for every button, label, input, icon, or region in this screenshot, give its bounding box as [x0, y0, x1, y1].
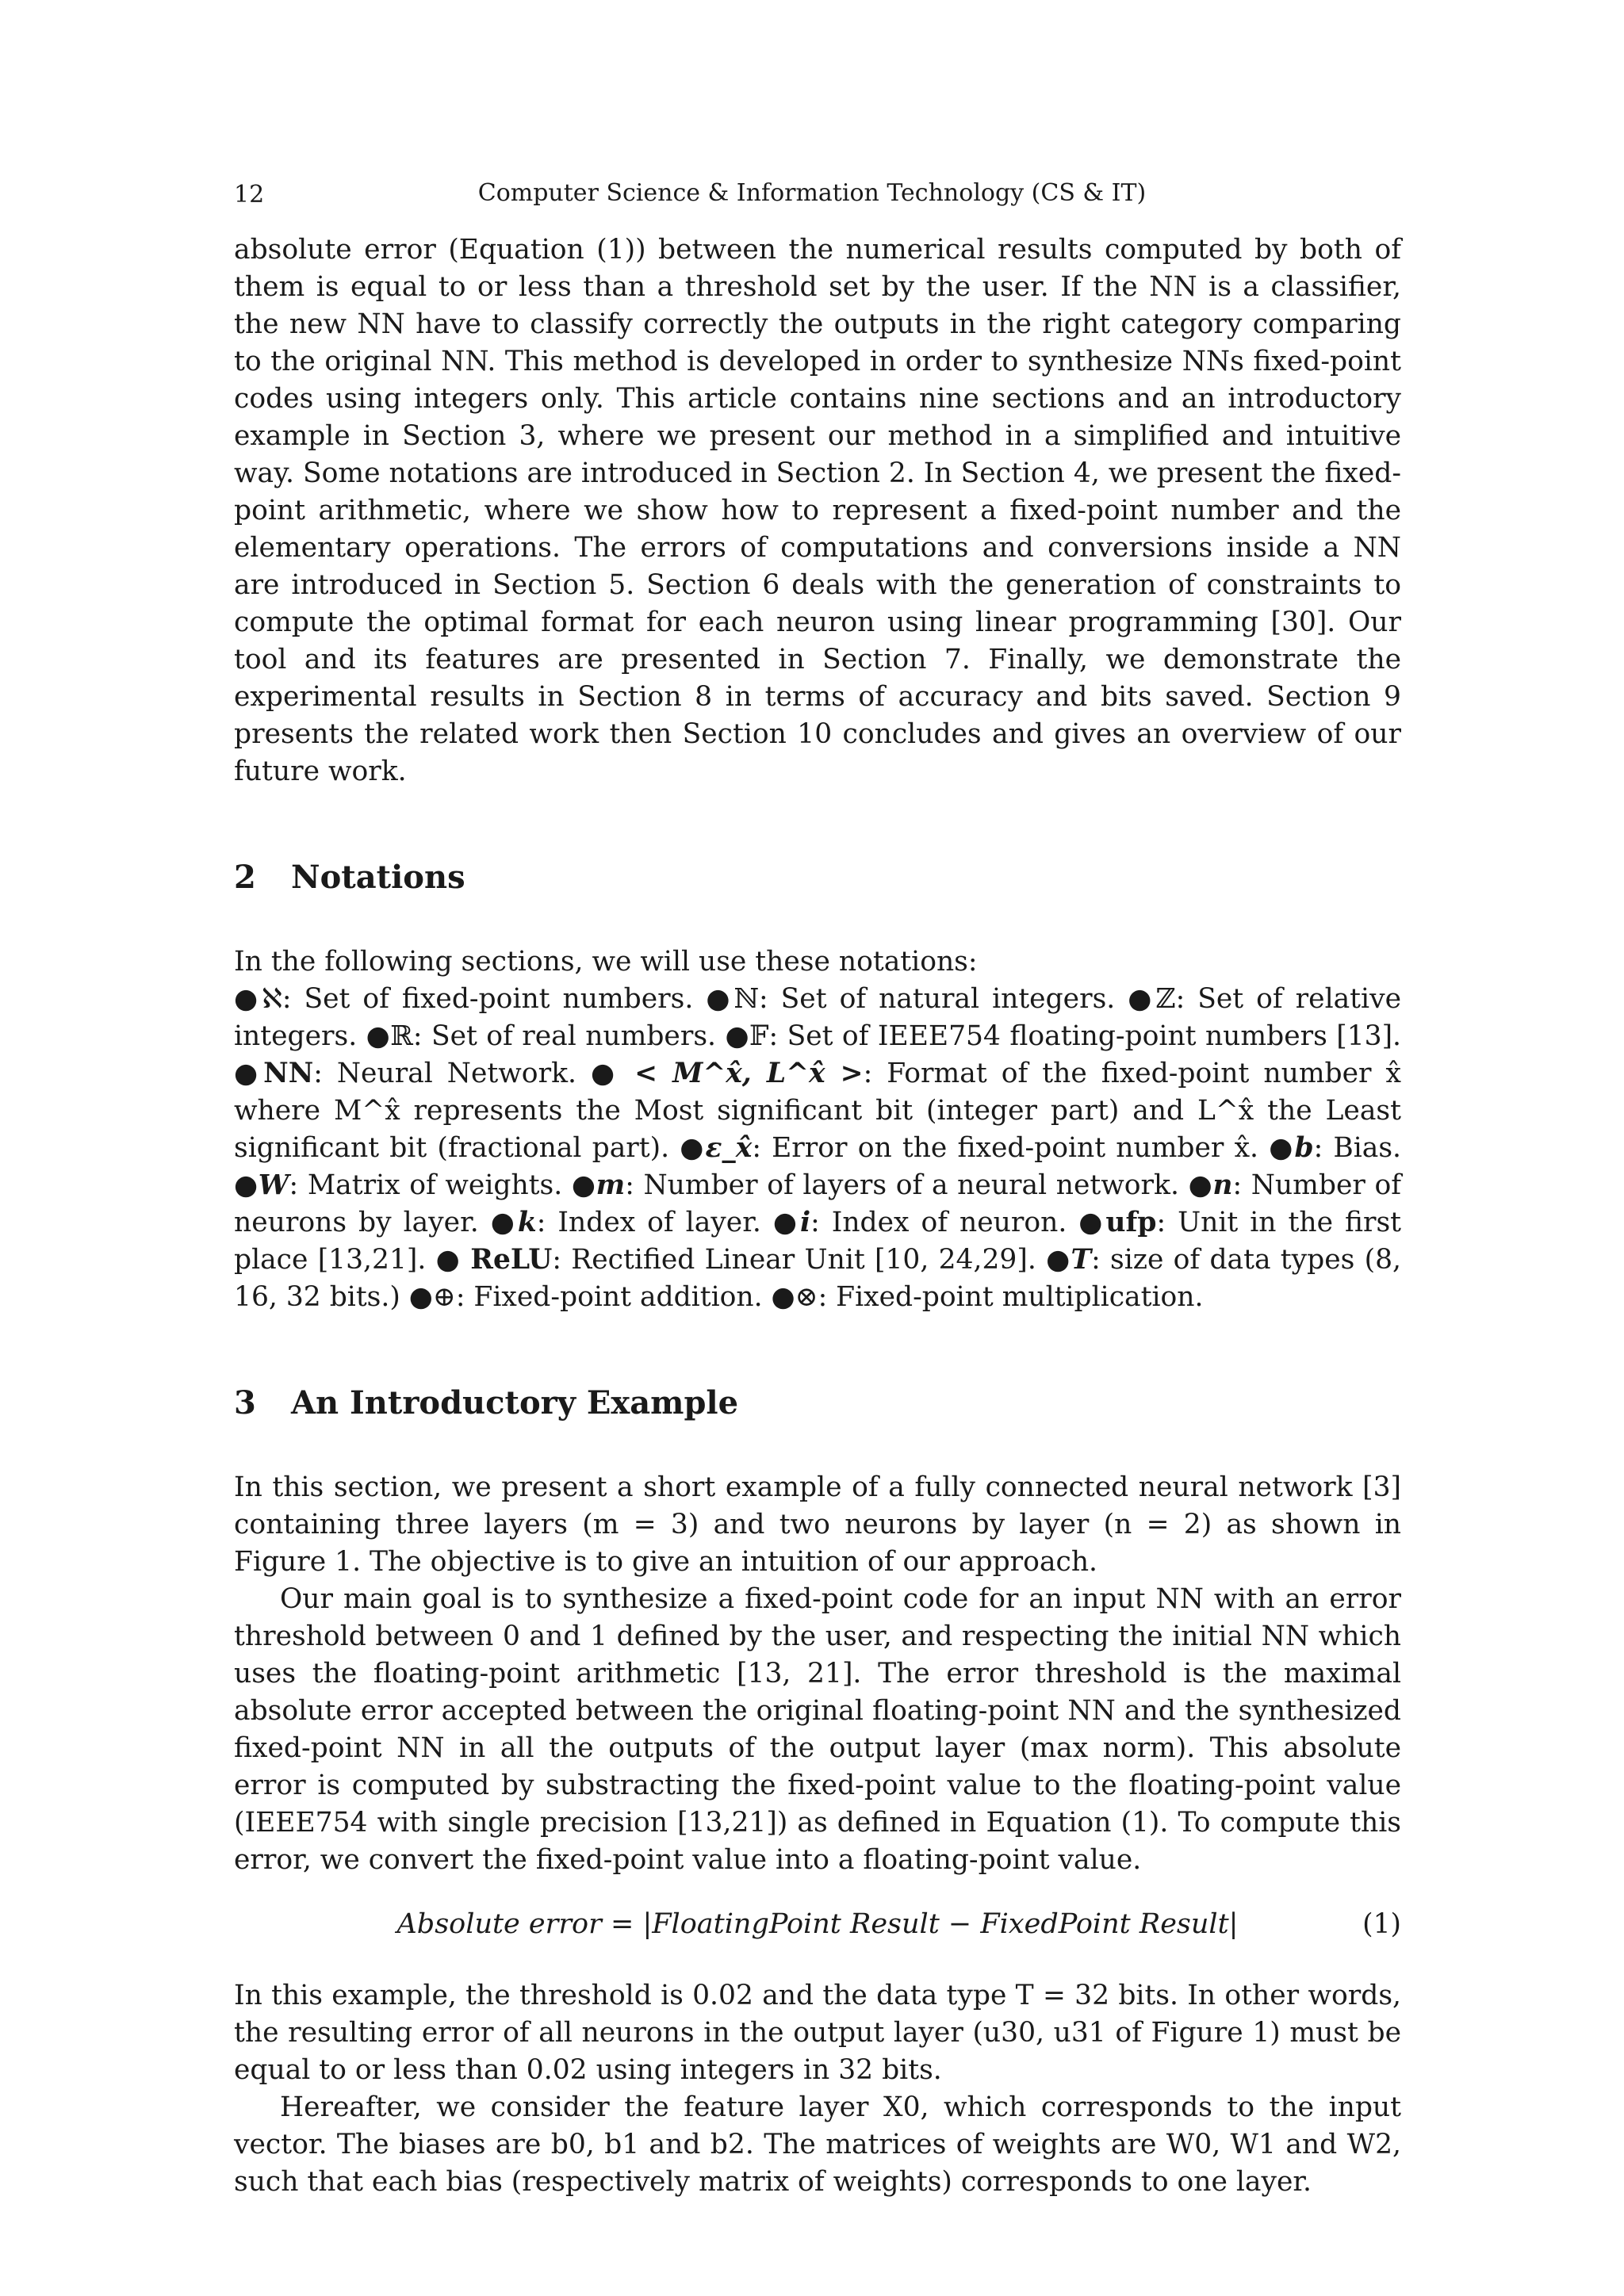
- notation-item: ● < M^x̂, L^x̂ >: Format of the fixed-point number x̂ where M^x̂ represents the Most significant bit (integer part) and L^x̂ the Least significant bit (fractional part).: [234, 1058, 1402, 1164]
- section-3-paragraph-1: In this section, we present a short example of a fully connected neural network [3] containing three layers (m = 3) and two neurons by layer (n = 2) as shown in Figure 1. The objective is to give an intuition of our approach.: [234, 1471, 1401, 1578]
- notation-item: ●T: size of data types (8, 16, 32 bits.): [234, 1244, 1401, 1313]
- page-body: [234, 232, 1401, 2201]
- notation-item: ●𝔽: Set of IEEE754 floating-point numbers [13].: [725, 1020, 1402, 1052]
- running-head: Computer Science & Information Technology (CS & IT): [477, 179, 1147, 207]
- notation-item: ●NN: Neural Network.: [234, 1058, 576, 1089]
- section-3-paragraph-2: Our main goal is to synthesize a fixed-point code for an input NN with an error threshold between 0 and 1 defined by the user, and respecting the initial NN which uses the floating-point arithmetic [13, 21]. The error threshold is the maximal absolute error accepted between the original floating-point NN and the synthesized fixed-point NN in all the outputs of the output layer (max norm). This absolute error is computed by substracting the fixed-point value to the floating-point value (IEEE754 with single precision [13,21]) as defined in Equation (1). To compute this error, we convert the fixed-point value into a floating-point value.: [234, 1583, 1401, 1876]
- notation-item: ●k: Index of layer.: [490, 1207, 761, 1238]
- notation-item: ●ℵ: Set of fixed-point numbers.: [234, 983, 694, 1015]
- notation-item: ●n: Number of neurons by layer.: [234, 1169, 1402, 1238]
- section-3-paragraph-3: In this example, the threshold is 0.02 and the data type T = 32 bits. In other words, the resulting error of all neurons in the output layer (u30, u31 of Figure 1) must be equal to or less than 0.02 using integers in 32 bits.: [234, 1980, 1401, 2086]
- notation-item: ●ℤ: Set of relative integers.: [234, 983, 1401, 1052]
- intro-paragraph: absolute error (Equation (1)) between the numerical results computed by both of them is equal to or less than a threshold set by the user. If the NN is a classifier, the new NN have to classify correctly the outputs in the right category comparing to the original NN. This method is developed in order to synthesize NNs fixed-point codes using integers only. This article contains nine sections and an introductory example in Section 3, where we present our method in a simplified and intuitive way. Some notations are introduced in Section 2. In Section 4, we present the fixed-point arithmetic, where we show how to represent a fixed-point number and the elementary operations. The errors of computations and conversions inside a NN are introduced in Section 5. Section 6 deals with the generation of constraints to compute the optimal format for each neuron using linear programming [30]. Our tool and its features are presented in Section 7. Finally, we demonstrate the experimental results in Section 8 in terms of accuracy and bits saved. Section 9 presents the related work then Section 10 concludes and gives an overview of our future work.: [234, 234, 1401, 787]
- notation-item: ●ufp: Unit in the first place [13,21].: [234, 1207, 1402, 1276]
- section-3-heading: [234, 1383, 1401, 1423]
- section-3-paragraph-4: Hereafter, we consider the feature layer X0, which corresponds to the input vector. The biases are b0, b1 and b2. The matrices of weights are W0, W1 and W2, such that each bias (respectively matrix of weights) corresponds to one layer.: [234, 2091, 1401, 2198]
- notation-item: ●⊕: Fixed-point addition.: [408, 1281, 763, 1313]
- notations-paragraph: [234, 943, 1401, 1316]
- notation-item: ●m: Number of layers of a neural network.: [571, 1169, 1179, 1201]
- equation-1: [234, 1906, 1401, 1950]
- section-title: Notations: [291, 859, 465, 896]
- notation-item: ●ε_x̂: Error on the fixed-point number x̂.: [680, 1132, 1259, 1164]
- section-title: An Introductory Example: [291, 1384, 739, 1422]
- notation-item: ●i: Index of neuron.: [772, 1207, 1067, 1238]
- notation-item: ● ReLU: Rectified Linear Unit [10, 24,29].: [435, 1244, 1036, 1276]
- notation-item: ●b: Bias.: [1269, 1132, 1402, 1164]
- page-number: 12: [234, 181, 265, 209]
- notation-item: ●ℝ: Set of real numbers.: [366, 1020, 717, 1052]
- section-2-heading: [234, 858, 1401, 897]
- notation-item: ●W: Matrix of weights.: [234, 1169, 563, 1201]
- notations-lead: In the following sections, we will use these notations:: [234, 946, 978, 978]
- notation-item: ●ℕ: Set of natural integers.: [706, 983, 1116, 1015]
- equation-number: (1): [1362, 1908, 1401, 1940]
- section-number: 3: [234, 1384, 256, 1422]
- section-number: 2: [234, 859, 256, 896]
- equation-body: Absolute error = |FloatingPoint Result − FixedPoint Result|: [396, 1908, 1239, 1940]
- notation-item: ●⊗: Fixed-point multiplication.: [771, 1281, 1204, 1313]
